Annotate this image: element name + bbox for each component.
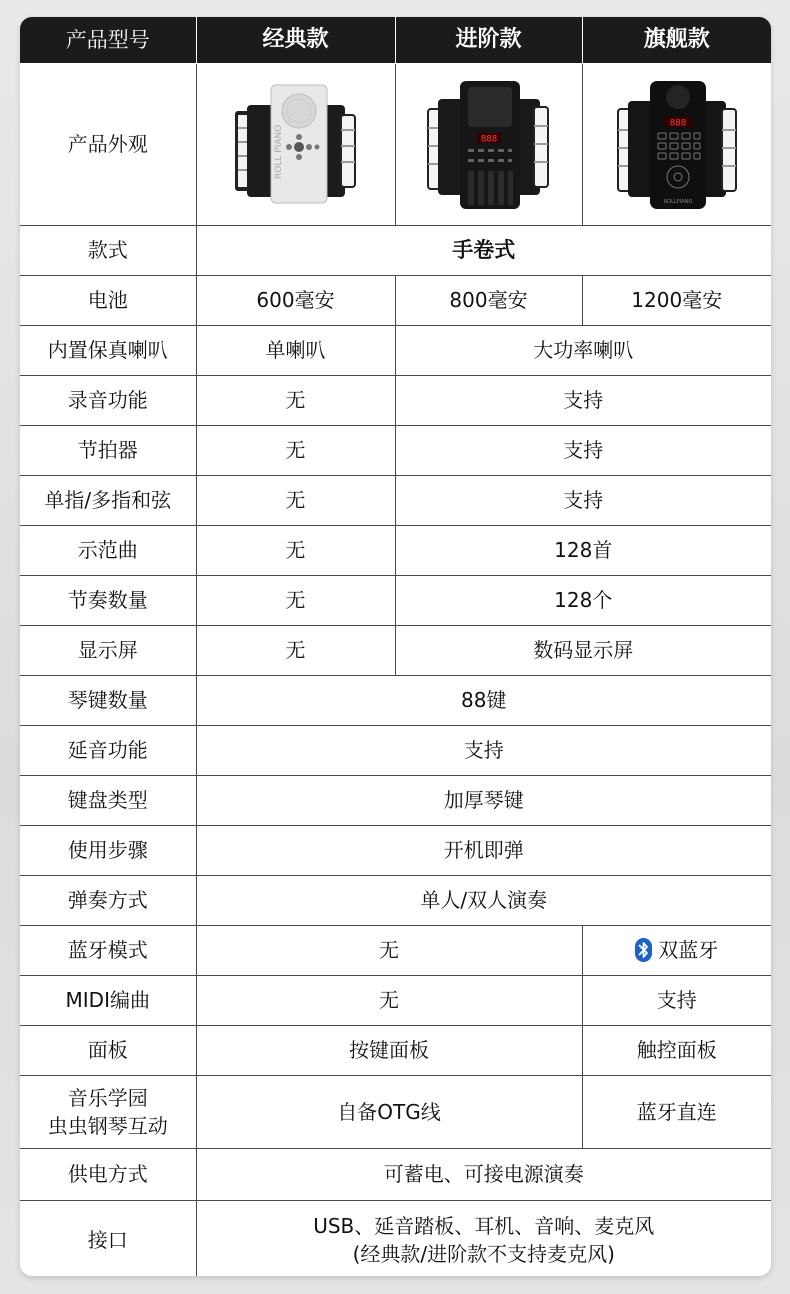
cell-classic: 600毫安 [196,275,395,325]
row-rhythm [20,575,771,625]
row-play [20,875,771,925]
cell-classic: 无 [196,625,395,675]
cell-classic-advanced: 无 [196,925,582,975]
cell-flagship: 支持 [582,975,771,1025]
cell-all: 加厚琴键 [196,775,771,825]
row-label: 接口 [20,1200,196,1276]
cell-classic: 无 [196,475,395,525]
flagship-display-text: 888 [669,118,686,128]
bluetooth-icon [635,938,652,962]
row-keyboard [20,775,771,825]
cell-all: 支持 [196,725,771,775]
row-label: 款式 [20,225,196,275]
cell-classic: 无 [196,375,395,425]
product-image-classic [196,63,395,225]
row-demo [20,525,771,575]
cell-all: 可蓄电、可接电源演奏 [196,1148,771,1200]
row-label: 节奏数量 [20,575,196,625]
cell-all: 开机即弹 [196,825,771,875]
header-classic: 经典款 [196,17,395,63]
row-label: 内置保真喇叭 [20,325,196,375]
cell-flagship: 1200毫安 [582,275,771,325]
ports-line1: USB、延音踏板、耳机、音响、麦克风 [313,1214,655,1239]
row-label: 使用步骤 [20,825,196,875]
advanced-piano-image [424,77,554,212]
row-label: 供电方式 [20,1148,196,1200]
cell-all: 手卷式 [196,225,771,275]
row-speaker [20,325,771,375]
row-battery [20,275,771,325]
row-label: 面板 [20,1025,196,1075]
cell-classic-advanced: 按键面板 [196,1025,582,1075]
cell-flagship: 触控面板 [582,1025,771,1075]
row-label: 显示屏 [20,625,196,675]
row-sustain [20,725,771,775]
row-label: 产品外观 [20,63,196,225]
cell-flagship: 蓝牙直连 [582,1075,771,1148]
product-image-advanced [395,63,582,225]
cell-flagship [582,925,771,975]
row-label: 蓝牙模式 [20,925,196,975]
cell-advanced-flagship: 128首 [395,525,771,575]
header-advanced: 进阶款 [395,17,582,63]
cell-classic: 无 [196,575,395,625]
row-label: 弹奏方式 [20,875,196,925]
row-label: 示范曲 [20,525,196,575]
cell-advanced-flagship: 数码显示屏 [395,625,771,675]
cell-advanced-flagship: 支持 [395,375,771,425]
row-appearance [20,63,771,225]
row-record [20,375,771,425]
spec-card [20,17,771,1276]
header-flagship: 旗舰款 [582,17,771,63]
row-music-app [20,1075,771,1148]
cell-classic: 单喇叭 [196,325,395,375]
row-usage [20,825,771,875]
row-keys [20,675,771,725]
product-image-flagship [582,63,771,225]
cell-all: 88键 [196,675,771,725]
classic-piano-image [231,79,361,209]
header-model: 产品型号 [20,17,196,63]
row-label: 录音功能 [20,375,196,425]
row-label [20,1075,196,1148]
cell-all: 单人/双人演奏 [196,875,771,925]
row-label: 节拍器 [20,425,196,475]
row-metronome [20,425,771,475]
cell-classic: 无 [196,425,395,475]
cell-advanced: 800毫安 [395,275,582,325]
row-label: 琴键数量 [20,675,196,725]
bluetooth-label: 双蓝牙 [658,938,719,962]
row-style [20,225,771,275]
ports-line2: (经典款/进阶款不支持麦克风) [352,1242,615,1267]
row-chord [20,475,771,525]
row-label: MIDI编曲 [20,975,196,1025]
row-power [20,1148,771,1200]
row-label: 单指/多指和弦 [20,475,196,525]
row-display [20,625,771,675]
cell-classic: 无 [196,525,395,575]
header-row [20,17,771,63]
advanced-display-text: 888 [480,134,497,144]
row-bluetooth [20,925,771,975]
classic-logo-text: ROLL PIANO [273,124,284,179]
cell-advanced-flagship: 大功率喇叭 [395,325,771,375]
row-label: 延音功能 [20,725,196,775]
row-label: 电池 [20,275,196,325]
row-label-line1: 音乐学园 [67,1085,148,1110]
cell-all [196,1200,771,1276]
row-label-line2: 虫虫钢琴互动 [47,1113,168,1138]
flagship-piano-image [612,77,742,212]
row-panel [20,1025,771,1075]
cell-advanced-flagship: 支持 [395,475,771,525]
row-midi [20,975,771,1025]
cell-advanced-flagship: 支持 [395,425,771,475]
cell-classic-advanced: 无 [196,975,582,1025]
cell-advanced-flagship: 128个 [395,575,771,625]
spec-table [20,17,771,1276]
row-label: 键盘类型 [20,775,196,825]
cell-classic-advanced: 自备OTG线 [196,1075,582,1148]
row-ports [20,1200,771,1276]
flagship-brand-text: ROLLPIANO [663,198,693,205]
